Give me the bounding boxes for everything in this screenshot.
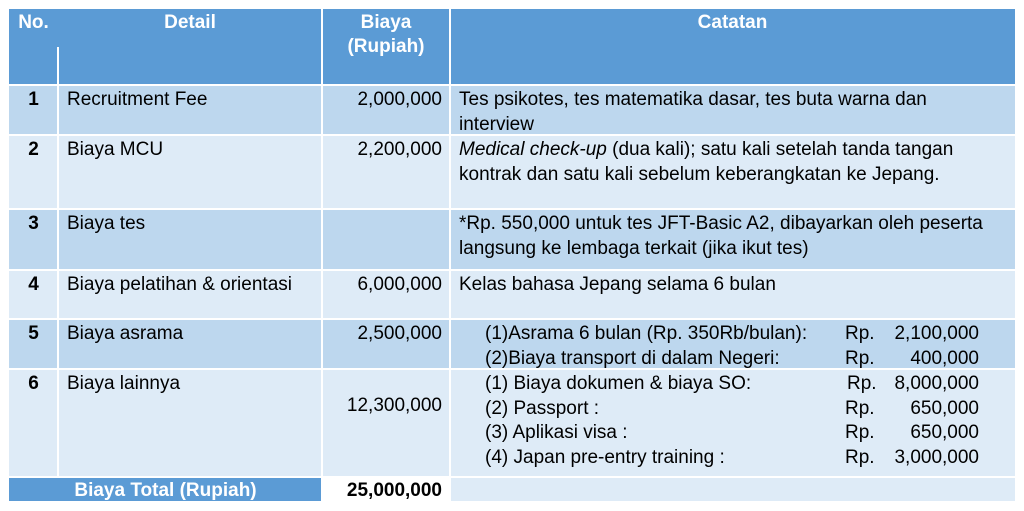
row-6-item-value: 650,000	[910, 422, 979, 443]
row-1-note: Tes psikotes, tes matematika dasar, tes buta warna dan interview	[450, 85, 1015, 135]
row-6-item-rp: Rp.	[847, 373, 877, 394]
row-5-item-value: 2,100,000	[894, 323, 979, 344]
cost-table	[9, 9, 1015, 501]
header-detail: Detail	[58, 9, 322, 85]
row-6-item-rp: Rp.	[845, 446, 875, 468]
row-3-detail: Biaya tes	[58, 209, 322, 270]
row-6-note	[450, 369, 1015, 477]
row-6-item-value: 8,000,000	[894, 373, 979, 394]
total-value: 25,000,000	[322, 477, 450, 501]
row-4-note: Kelas bahasa Jepang selama 6 bulan	[450, 270, 1015, 319]
row-6-item	[485, 372, 979, 397]
row-5-item-rp: Rp.	[845, 323, 875, 344]
divider	[9, 84, 1015, 86]
row-5-no: 5	[9, 319, 58, 369]
row-6-amount: 12,300,000	[322, 369, 450, 477]
row-6-detail: Biaya lainnya	[58, 369, 322, 477]
row-5-item-label: (1)Asrama 6 bulan (Rp. 350Rb/bulan):	[485, 323, 808, 344]
row-1-detail: Recruitment Fee	[58, 85, 322, 135]
row-5-item-rp: Rp.	[845, 347, 875, 369]
row-5-amount: 2,500,000	[322, 319, 450, 369]
total-label: Biaya Total (Rupiah)	[9, 477, 322, 501]
divider	[449, 9, 451, 501]
row-5-note	[450, 319, 1015, 369]
row-2-no: 2	[9, 135, 58, 209]
row-6-item-value: 3,000,000	[894, 446, 979, 468]
divider	[9, 318, 1015, 320]
row-6-item	[485, 397, 979, 422]
row-2-note	[450, 135, 1015, 209]
row-2-detail: Biaya MCU	[58, 135, 322, 209]
row-4-amount: 6,000,000	[322, 270, 450, 319]
row-5-item-label: (2)Biaya transport di dalam Negeri:	[485, 347, 780, 369]
row-5-item-value: 400,000	[910, 347, 979, 369]
divider	[321, 9, 323, 501]
row-3-amount	[322, 209, 450, 270]
row-6-item-rp: Rp.	[845, 397, 875, 419]
row-6-item-rp: Rp.	[845, 422, 875, 443]
row-6-item-label: (1) Biaya dokumen & biaya SO:	[485, 373, 752, 394]
row-6-item-label: (2) Passport :	[485, 397, 600, 419]
row-5-detail: Biaya asrama	[58, 319, 322, 369]
divider	[9, 368, 1015, 370]
divider	[57, 47, 59, 477]
row-6-item	[485, 446, 979, 471]
divider	[9, 134, 1015, 136]
header-biaya	[322, 9, 450, 85]
row-6-item-label: (4) Japan pre-entry training :	[485, 446, 725, 468]
row-4-detail: Biaya pelatihan & orientasi	[58, 270, 322, 319]
header-biaya-line2: (Rupiah)	[347, 36, 425, 57]
row-4-no: 4	[9, 270, 58, 319]
row-6-no: 6	[9, 369, 58, 477]
header-catatan: Catatan	[450, 9, 1015, 85]
divider	[9, 208, 1015, 210]
row-1-no: 1	[9, 85, 58, 135]
row-3-no: 3	[9, 209, 58, 270]
row-2-amount: 2,200,000	[322, 135, 450, 209]
divider	[9, 269, 1015, 271]
row-6-item	[485, 421, 979, 446]
row-5-item	[485, 322, 979, 347]
row-2-note-text: (dua kali); satu kali setelah tanda tangan kontrak dan satu kali sebelum keberangkatan ke Jepang.	[459, 139, 954, 185]
divider	[9, 476, 1015, 478]
row-3-note: *Rp. 550,000 untuk tes JFT-Basic A2, dibayarkan oleh peserta langsung ke lembaga terkait (jika ikut tes)	[450, 209, 1015, 270]
total-note-empty	[450, 477, 1015, 501]
row-6-item-label: (3) Aplikasi visa :	[485, 422, 628, 443]
row-1-amount: 2,000,000	[322, 85, 450, 135]
header-biaya-line1: Biaya	[360, 12, 412, 33]
header-no: No.	[9, 9, 58, 85]
row-2-note-italic: Medical check-up	[459, 139, 607, 160]
row-6-item-value: 650,000	[910, 397, 979, 419]
